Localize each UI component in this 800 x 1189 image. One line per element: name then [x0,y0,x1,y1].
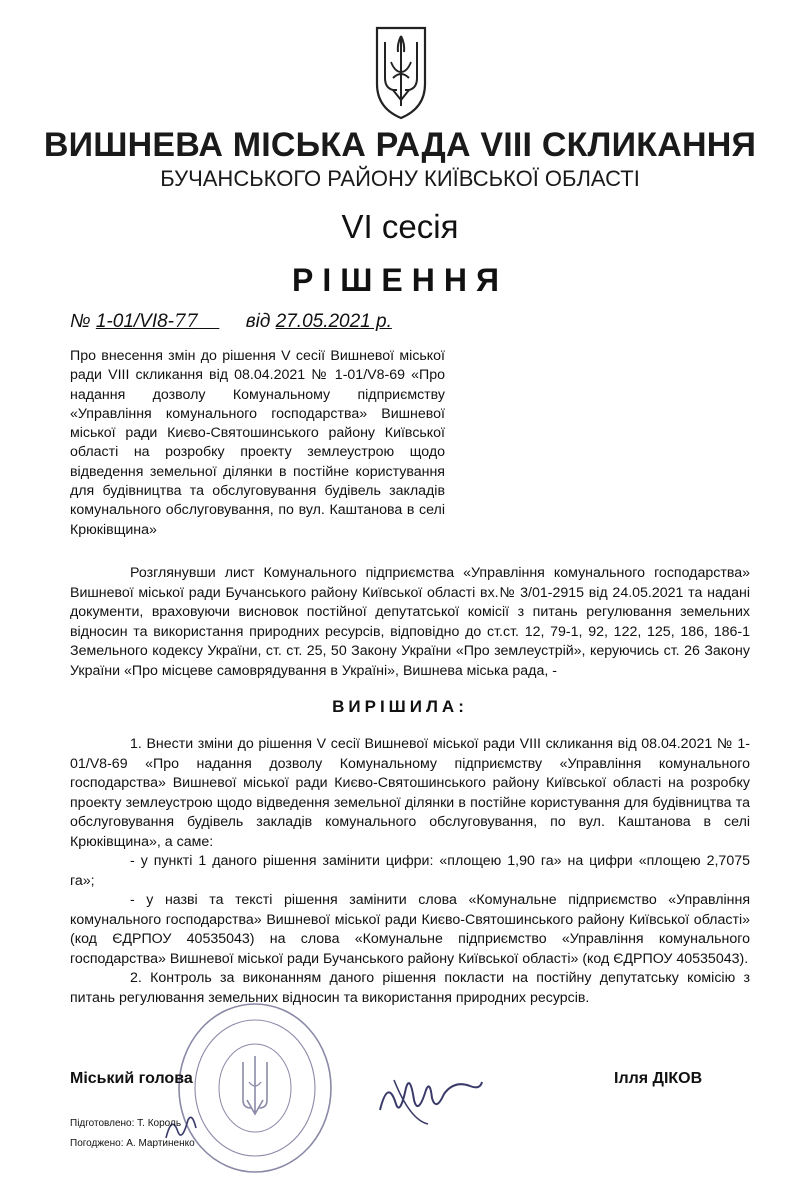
number-sign: № [70,311,91,332]
agreed-by: Погоджено: А. Мартиненко [70,1138,195,1149]
preamble-text: Розглянувши лист Комунального підприємства «Управління комунального господарства» Вишневої міської ради Бучанського району Київської області вх.№ 3/01-2915 від 24.05.2021 та надані документи, враховуючи висновок постійної депутатської комісії з питань регулювання земельних відносин та використання природних ресурсів, відповідно до ст.ст. 12, 79-1, 92, 122, 125, 186, 186-1 Земельного кодексу України, ст. ст. 25, 50 Закону України «Про землеустрій», керуючись ст. 26 Закону України «Про місцеве самоврядування в Україні», Вишнева міська рада, - [70,565,750,679]
item-2: 2. Контроль за виконанням даного рішення покласти на постійну депутатську комісію з питань регулювання земельних відносин та використання природних ресурсів. [70,970,750,1006]
item-1-change-name: - у назві та тексті рішення замінити слова «Комунальне підприємство «Управління комунального господарства» Вишневої міської ради Києво-Святошинського району Київської області» (код ЄДРПОУ 40535043) на слова «Комунальне підприємство «Управління комунального господарства» Вишневої міської ради Бучанського району Київської області» (код ЄДРПОУ 40535043). [70,892,750,967]
decision-date: 27.05.2021 р. [275,311,392,332]
decision-subject: Про внесення змін до рішення V сесії Вишневої міської ради VIII скликання від 08.04.2021 № 1-01/V8-69 «Про надання дозволу Комунальному підприємству «Управління комунального господарства» Вишневої міської ради Києво-Святошинського району Київської області на розробку проекту землеустрою щодо відведення земельної ділянки в постійне користування для будівництва та обслуговування будівель закладів комунального обслуговування, по вул. Каштанова в селі Крюківщина» [70,348,445,538]
handwritten-number: 77 [174,310,199,332]
item-1-change-area: - у пункті 1 даного рішення замінити цифри: «площею 1,90 га» на цифри «площею 2,7075 га»; [70,853,750,889]
mayor-signature-icon [370,1060,490,1130]
signatory-position: Міський голова [70,1070,193,1087]
council-title: ВИШНЕВА МІСЬКА РАДА VIII СКЛИКАННЯ [43,126,757,164]
preamble [70,564,750,681]
date-label: від [245,311,271,332]
decision-number: 1-01/VI8-77 [95,310,199,332]
decided-heading: ВИРІШИЛА: [332,697,468,716]
signatory-name: Ілля ДІКОВ [614,1070,703,1087]
district-subtitle: БУЧАНСЬКОГО РАЙОНУ КИЇВСЬКОЇ ОБЛАСТІ [160,166,640,191]
item-1: 1. Внести зміни до рішення V сесії Вишневої міської ради VIII скликання від 08.04.2021 № 1-01/V8-69 «Про надання дозволу Комунальному підприємству «Управління комунального господарства» Вишневої міської ради Києво-Святошинського району Київської області на розробку проекту землеустрою щодо відведення земельної ділянки в постійне користування для будівництва та обслуговування будівель закладів комунального обслуговування, по вул. Каштанова в селі Крюківщина», а саме: [70,736,750,850]
official-stamp-icon [175,1000,335,1175]
session-label: VI сесія [341,208,459,245]
prepared-by: Підготовлено: Т. Король [70,1118,182,1129]
decision-items [70,735,750,1008]
coat-of-arms-icon [371,22,431,122]
document-type-title: РІШЕННЯ [292,262,508,298]
decision-number-line [70,310,570,333]
